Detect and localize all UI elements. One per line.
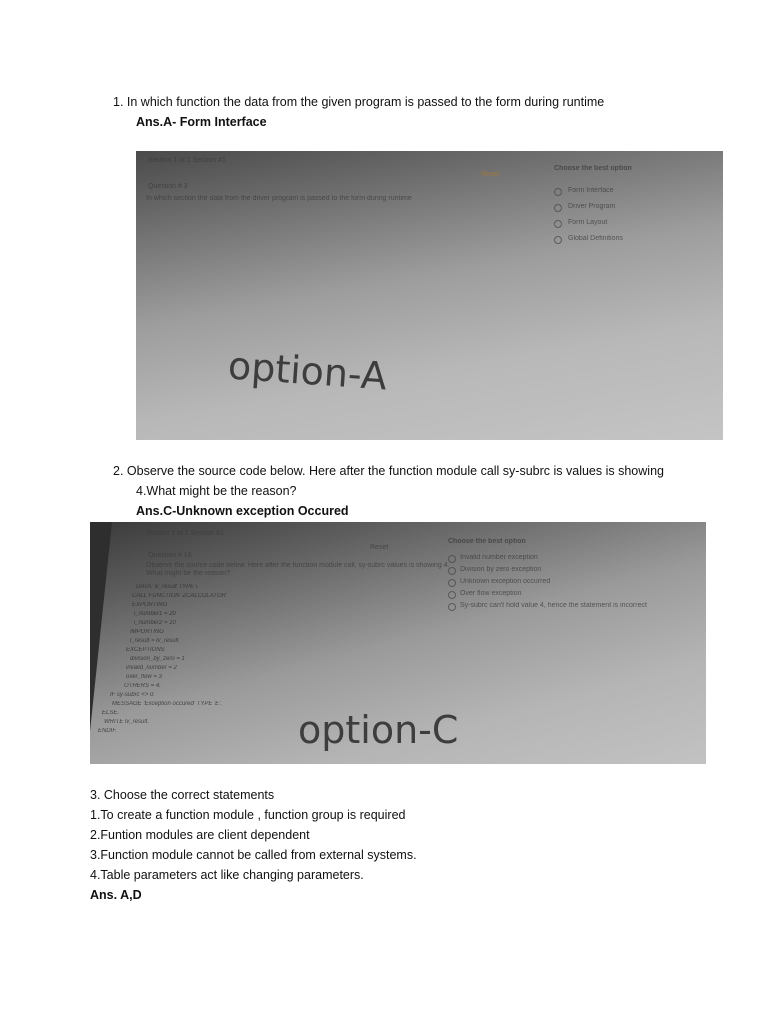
photo1-question-no: Question # 3	[148, 183, 188, 190]
q3-statement-2: 2.Funtion modules are client dependent	[90, 828, 310, 842]
photo2-question-text-2: What might be the reason?	[146, 570, 231, 577]
photo2-question-no: Question # 16	[148, 552, 192, 559]
q3-answer: Ans. A,D	[90, 888, 142, 902]
photo2-option-5: Sy-subrc can't hold value 4, hence the statement is incorrect	[460, 602, 647, 609]
q2-question-line2: 4.What might be the reason?	[136, 484, 297, 498]
photo1-option-3: Form Layout	[568, 219, 608, 226]
photo2-code-line: EXPORTING	[132, 602, 168, 608]
q3-title: 3. Choose the correct statements	[90, 788, 275, 802]
q2-question-line1: 2. Observe the source code below. Here after the function module call sy-subrc is values is showing	[113, 464, 664, 478]
photo2-code-line: division_by_zero = 1	[130, 656, 185, 662]
photo2-radio-2	[448, 567, 456, 575]
photo1-header: Section 1 of 1 Section #1	[148, 157, 226, 164]
photo1-question-text: In which section the data from the driver program is passed to the form during runtime	[146, 195, 412, 202]
photo1-prompt: Choose the best option	[554, 165, 632, 172]
q2-screenshot-photo	[90, 522, 706, 764]
photo2-code-line: EXCEPTIONS	[126, 647, 165, 653]
photo2-radio-3	[448, 579, 456, 587]
q1-answer: Ans.A- Form Interface	[136, 115, 267, 129]
q2-answer: Ans.C-Unknown exception Occured	[136, 504, 349, 518]
photo2-option-label: option-C	[298, 708, 459, 752]
photo2-code-line: DATA: lv_result TYPE i.	[136, 584, 199, 590]
photo1-option-1: Form Interface	[568, 187, 614, 194]
photo2-code-line: ENDIF.	[98, 728, 117, 734]
photo2-reset: Reset	[370, 544, 389, 551]
photo2-code-line: OTHERS = 4.	[124, 683, 161, 689]
photo2-code-line: l_result = lv_result	[130, 638, 179, 644]
photo2-option-3: Unknown exception occurred	[460, 578, 551, 585]
q3-statement-3: 3.Function module cannot be called from external systems.	[90, 848, 417, 862]
photo1-option-label: option-A	[226, 343, 389, 399]
photo2-code-line: invalid_number = 2	[126, 665, 177, 671]
photo2-option-1: Invalid number exception	[460, 554, 538, 561]
photo2-code-line: ELSE.	[102, 710, 120, 716]
photo2-radio-1	[448, 555, 456, 563]
photo1-radio-1	[554, 188, 562, 196]
photo1-reset: Reset	[481, 171, 500, 178]
q3-statement-1: 1.To create a function module , function group is required	[90, 808, 406, 822]
photo2-code-line: MESSAGE 'Exception occured' TYPE 'E'.	[112, 701, 222, 707]
photo1-option-4: Global Definitions	[568, 235, 623, 242]
q3-statement-4: 4.Table parameters act like changing parameters.	[90, 868, 364, 882]
photo1-option-2: Driver Program	[568, 203, 616, 210]
photo2-code-line: CALL FUNCTION 'ZCALCULATOR'	[132, 593, 227, 599]
q1-screenshot-photo	[136, 151, 723, 440]
photo1-radio-3	[554, 220, 562, 228]
photo2-code-line: i_number1 = 20	[134, 611, 176, 617]
photo2-option-4: Over flow exception	[460, 590, 522, 597]
photo2-code-line: IF sy-subrc <> 0.	[110, 692, 155, 698]
photo2-radio-5	[448, 603, 456, 611]
photo2-code-line: WRITE lv_result.	[104, 719, 150, 725]
photo1-radio-4	[554, 236, 562, 244]
photo2-code-line: i_number2 = 10	[134, 620, 176, 626]
photo2-question-text-1: Observe the source code below. Here after the function module call, sy-subrc values is showing 4.	[146, 562, 450, 569]
photo1-radio-2	[554, 204, 562, 212]
photo2-prompt: Choose the best option	[448, 538, 526, 545]
photo2-code-line: IMPORTING	[130, 629, 164, 635]
photo2-option-2: Division by zero exception	[460, 566, 542, 573]
photo2-header: Section 1 of 1 Section #1	[146, 530, 224, 537]
photo2-code-line: over_flow = 3	[126, 674, 162, 680]
photo2-radio-4	[448, 591, 456, 599]
q1-question: 1. In which function the data from the given program is passed to the form during runtime	[113, 95, 605, 109]
